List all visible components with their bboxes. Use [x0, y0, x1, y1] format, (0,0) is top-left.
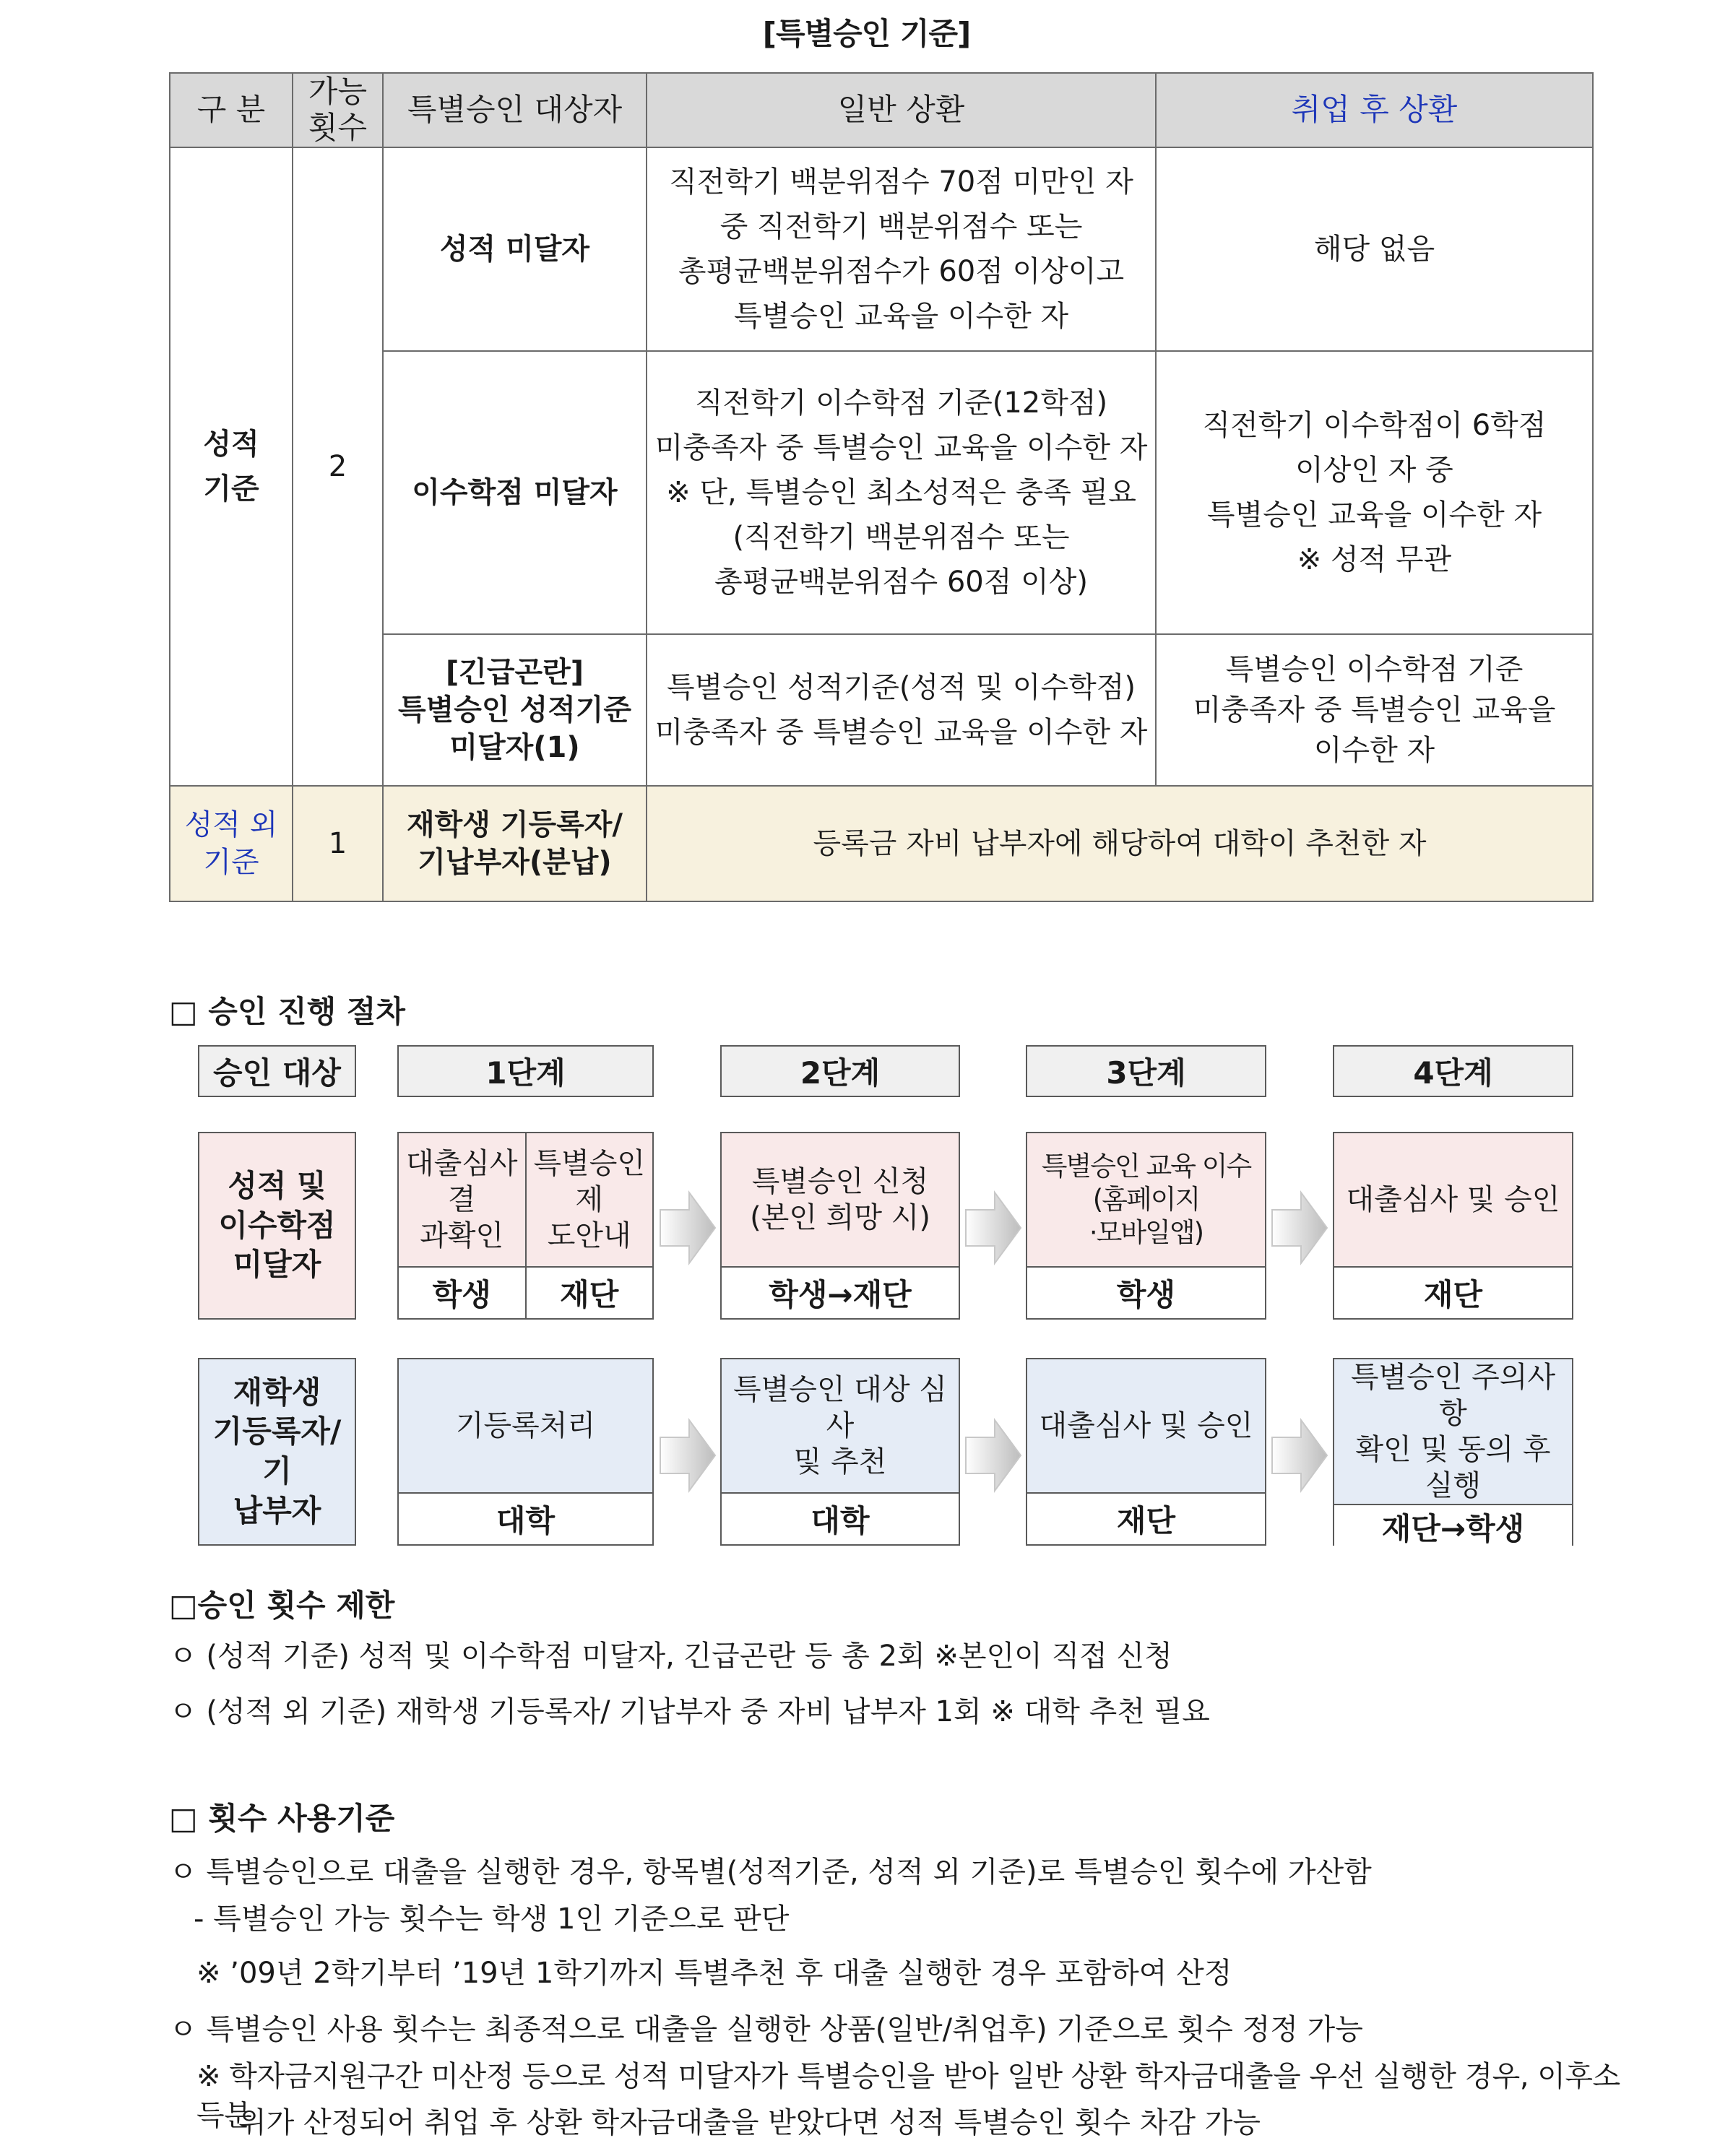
step-actor: 학생	[1116, 1277, 1176, 1312]
table-row	[170, 351, 1593, 634]
flow-step1-grade	[397, 1132, 654, 1320]
step-text: 특별승인 주의사항 확인 및 동의 후 실행	[1350, 1361, 1556, 1502]
stage-header-1: 1단계	[397, 1045, 654, 1097]
table-row	[170, 786, 1593, 901]
arrow-right-icon	[1269, 1416, 1330, 1495]
general-cell: 특별승인 성적기준(성적 및 이수학점) 미충족자 중 특별승인 교육을 이수한 자	[647, 634, 1156, 786]
target-cell: 이수학점 미달자	[383, 351, 647, 634]
stage-header-3: 3단계	[1026, 1045, 1266, 1097]
special-approval-criteria-table	[169, 72, 1594, 902]
grade-criteria-label: 성적 기준	[170, 147, 293, 786]
flow-step4-grade	[1333, 1132, 1573, 1320]
flow-step4-enrolled	[1333, 1358, 1573, 1546]
usage-item: 위가 산정되어 취업 후 상환 학자금대출을 받았다면 성적 특별승인 횟수 차감 가능	[238, 2106, 1261, 2139]
flow-target-grade: 성적 및 이수학점 미달자	[198, 1132, 356, 1320]
table-row	[170, 147, 1593, 351]
step-actor: 학생→재단	[769, 1277, 912, 1312]
table-row	[170, 634, 1593, 786]
procedure-heading: □ 승인 진행 절차	[169, 994, 405, 1029]
usage-item: ※ 학자금지원구간 미산정 등으로 성적 미달자가 특별승인을 받아 일반 상환 학자금대출을 우선 실행한 경우, 이후소득분	[196, 2060, 1620, 2132]
arrow-right-icon	[657, 1188, 718, 1268]
target-cell: [긴급곤란] 특별승인 성적기준 미달자(1)	[383, 634, 647, 786]
general-cell: 직전학기 백분위점수 70점 미만인 자 중 직전학기 백분위점수 또는 총평균백분위점수가 60점 이상이고 특별승인 교육을 이수한 자	[647, 147, 1156, 351]
stage-header-target: 승인 대상	[198, 1045, 356, 1097]
header-target: 특별승인 대상자	[383, 73, 647, 147]
flow-step3-grade	[1026, 1132, 1266, 1320]
flow-step2-grade	[720, 1132, 960, 1320]
usage-item: ㅇ 특별승인 사용 횟수는 최종적으로 대출을 실행한 상품(일반/취업후) 기준으로 횟수 정정 가능	[169, 2013, 1363, 2046]
document-title: [특별승인 기준]	[762, 16, 971, 51]
target-cell: 성적 미달자	[383, 147, 647, 351]
limit-item: ㅇ (성적 외 기준) 재학생 기등록자/ 기납부자 중 자비 납부자 1회 ※ 대학 추천 필요	[169, 1695, 1210, 1728]
limit-heading: □승인 횟수 제한	[169, 1588, 395, 1623]
employment-cell: 해당 없음	[1156, 147, 1593, 351]
step-actor: 재단→학생	[1381, 1511, 1525, 1546]
arrow-right-icon	[657, 1416, 718, 1495]
stage-header-2: 2단계	[720, 1045, 960, 1097]
other-criteria-label: 성적 외 기준	[170, 786, 293, 901]
step-actor: 학생	[432, 1277, 491, 1312]
general-cell: 직전학기 이수학점 기준(12학점) 미충족자 중 특별승인 교육을 이수한 자 ※ 단, 특별승인 최소성적은 충족 필요 (직전학기 백분위점수 또는 총평균백분위점수 60점 이상)	[647, 351, 1156, 634]
arrow-right-icon	[963, 1188, 1024, 1268]
step-text: 특별승인 대상 심사 및 추천	[733, 1373, 947, 1479]
header-count: 가능 횟수	[293, 73, 383, 147]
step-text: 대출심사 및 승인	[1346, 1183, 1560, 1216]
table-header-row	[170, 73, 1593, 147]
step-actor: 대학	[496, 1503, 556, 1538]
usage-item: ㅇ 특별승인으로 대출을 실행한 경우, 항목별(성적기준, 성적 외 기준)로 특별승인 횟수에 가산함	[169, 1856, 1372, 1889]
header-employment-repayment: 취업 후 상환	[1156, 73, 1593, 147]
header-general-repayment: 일반 상환	[647, 73, 1156, 147]
step-actor: 재단	[1116, 1503, 1176, 1538]
target-cell: 재학생 기등록자/ 기납부자(분납)	[383, 786, 647, 901]
stage-header-4: 4단계	[1333, 1045, 1573, 1097]
step-actor: 재단	[1423, 1277, 1483, 1312]
other-criteria-description: 등록금 자비 납부자에 해당하여 대학이 추천한 자	[647, 786, 1593, 901]
header-category: 구 분	[170, 73, 293, 147]
arrow-right-icon	[1269, 1188, 1330, 1268]
grade-criteria-count: 2	[293, 147, 383, 786]
flow-step1-enrolled	[397, 1358, 654, 1546]
employment-cell: 특별승인 이수학점 기준 미충족자 중 특별승인 교육을 이수한 자	[1156, 634, 1593, 786]
arrow-right-icon	[963, 1416, 1024, 1495]
flow-target-enrolled: 재학생 기등록자/기 납부자	[198, 1358, 356, 1546]
step-text: 특별승인제 도안내	[525, 1133, 653, 1266]
step-text: 대출심사결 과확인	[405, 1147, 518, 1252]
flow-step3-enrolled	[1026, 1358, 1266, 1546]
step-text: 특별승인 신청 (본인 희망 시)	[750, 1165, 930, 1234]
usage-item: ※ ’09년 2학기부터 ’19년 1학기까지 특별추천 후 대출 실행한 경우 포함하여 산정	[196, 1957, 1232, 1990]
usage-heading: □ 횟수 사용기준	[169, 1801, 395, 1836]
step-text: 기등록처리	[455, 1409, 596, 1442]
employment-cell: 직전학기 이수학점이 6학점 이상인 자 중 특별승인 교육을 이수한 자 ※ 성적 무관	[1156, 351, 1593, 634]
flow-step2-enrolled	[720, 1358, 960, 1546]
step-text: 특별승인 교육 이수 (홈페이지 ·모바일앱)	[1041, 1150, 1251, 1249]
step-actor: 대학	[811, 1503, 870, 1538]
step-actor: 재단	[525, 1268, 653, 1318]
step-text: 대출심사 및 승인	[1039, 1409, 1253, 1442]
usage-item: - 특별승인 가능 횟수는 학생 1인 기준으로 판단	[194, 1902, 790, 1936]
other-criteria-count: 1	[293, 786, 383, 901]
limit-item: ㅇ (성적 기준) 성적 및 이수학점 미달자, 긴급곤란 등 총 2회 ※본인이 직접 신청	[169, 1640, 1172, 1673]
